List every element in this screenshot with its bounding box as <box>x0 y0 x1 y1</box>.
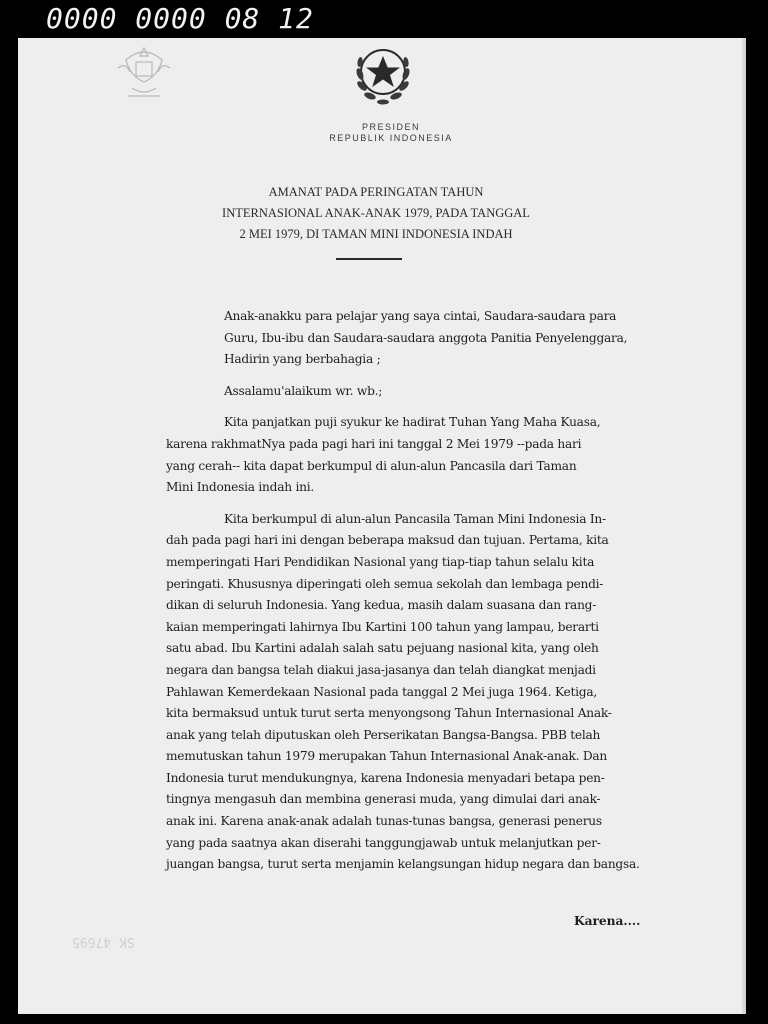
paragraph-line: Pahlawan Kemerdekaan Nasional pada tanggal 2 Mei juga 1964. Ketiga, <box>166 684 597 699</box>
salutation: Assalamu'alaikum wr. wb.; <box>224 383 383 398</box>
greeting-line: Hadirin yang berbahagia ; <box>224 352 381 367</box>
paragraph-line: karena rakhmatNya pada pagi hari ini tanggal 2 Mei 1979 --pada hari <box>166 436 582 451</box>
page-edge <box>742 38 746 1014</box>
continuation-catchword: Karena.... <box>574 914 641 928</box>
paragraph-line: Indonesia turut mendukungnya, karena Indonesia menyadari betapa pen- <box>166 770 605 785</box>
archive-stamp: SK 47695 <box>72 934 135 949</box>
paragraph-line: kaian memperingati lahirnya Ibu Kartini 100 tahun yang lampau, berarti <box>166 619 599 634</box>
document-page <box>18 38 746 1014</box>
document-title <box>18 182 746 245</box>
office-line-1: PRESIDEN <box>361 122 420 132</box>
title-underline <box>336 258 402 260</box>
paragraph-line: memutuskan tahun 1979 merupakan Tahun Internasional Anak-anak. Dan <box>166 749 607 764</box>
paragraph-line: anak ini. Karena anak-anak adalah tunas-tunas bangsa, generasi penerus <box>166 814 602 829</box>
paragraph-line: kita bermaksud untuk turut serta menyongsong Tahun Internasional Anak- <box>166 706 612 721</box>
paragraph-line: yang pada saatnya akan diserahi tanggungjawab untuk melanjutkan per- <box>166 835 601 850</box>
title-line-1: AMANAT PADA PERINGATAN TAHUN <box>268 185 484 199</box>
office-heading <box>18 122 746 144</box>
paragraph-line: satu abad. Ibu Kartini adalah salah satu pejuang nasional kita, yang oleh <box>166 641 599 656</box>
paragraph-line: memperingati Hari Pendidikan Nasional yang tiap-tiap tahun selalu kita <box>166 554 595 569</box>
garuda-emblem-icon <box>106 38 182 106</box>
paragraph-line: peringati. Khususnya diperingati oleh semua sekolah dan lembaga pendi- <box>166 576 604 591</box>
paragraph-line: tingnya mengasuh dan membina generasi muda, yang dimulai dari anak- <box>166 792 601 807</box>
paragraph-line: Kita panjatkan puji syukur ke hadirat Tuhan Yang Maha Kuasa, <box>224 415 601 430</box>
paragraph-line: anak yang telah diputuskan oleh Perserikatan Bangsa-Bangsa. PBB telah <box>166 727 601 742</box>
office-line-2: REPUBLIK INDONESIA <box>329 133 453 143</box>
paragraph-line: juangan bangsa, turut serta menjamin kelangsungan hidup negara dan bangsa. <box>166 857 640 872</box>
greeting-line: Anak-anakku para pelajar yang saya cintai, Saudara-saudara para <box>224 309 617 323</box>
paragraph-line: dah pada pagi hari ini dengan beberapa maksud dan tujuan. Pertama, kita <box>166 533 609 548</box>
paragraph-line: Kita berkumpul di alun-alun Pancasila Taman Mini Indonesia In- <box>224 511 606 526</box>
title-line-2: INTERNASIONAL ANAK-ANAK 1979, PADA TANGGAL <box>222 206 530 220</box>
star-garland-emblem-icon <box>343 38 423 110</box>
speech-body <box>166 306 666 876</box>
paragraph-line: negara dan bangsa telah diakui jasa-jasanya dan telah diangkat menjadi <box>166 662 596 677</box>
paragraph-line: yang cerah-- kita dapat berkumpul di alun-alun Pancasila dari Taman <box>166 458 577 473</box>
title-line-3: 2 MEI 1979, DI TAMAN MINI INDONESIA INDAH <box>239 227 513 241</box>
paragraph-line: Mini Indonesia indah ini. <box>166 480 314 495</box>
greeting-line: Guru, Ibu-ibu dan Saudara-saudara anggota Panitia Penyelenggara, <box>224 330 628 345</box>
paragraph-line: dikan di seluruh Indonesia. Yang kedua, masih dalam suasana dan rang- <box>166 598 597 613</box>
film-frame-code: 0000 0000 08 12 <box>46 2 314 35</box>
